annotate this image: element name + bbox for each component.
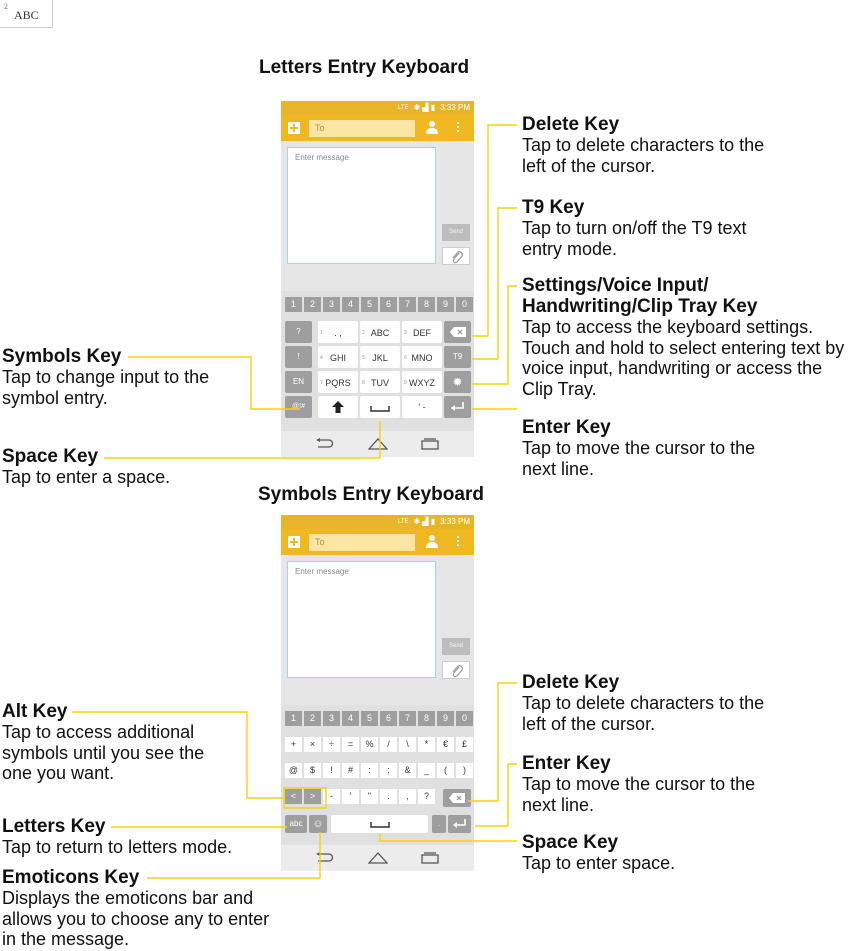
clock: 3:33 PM bbox=[440, 517, 470, 526]
number-key[interactable]: 4 bbox=[342, 297, 359, 312]
symbol-key[interactable]: £ bbox=[456, 737, 473, 752]
symbols-section-title: Symbols Entry Keyboard bbox=[258, 484, 484, 505]
leader-emoticons bbox=[147, 832, 320, 878]
alt-key-highlight bbox=[284, 788, 326, 808]
leader-symbols bbox=[128, 357, 300, 409]
callout-title: Symbols Key bbox=[2, 346, 122, 367]
symbol-key[interactable]: @ bbox=[285, 763, 302, 778]
number-key[interactable]: 5 bbox=[361, 711, 378, 726]
alt-arrow-key[interactable]: > bbox=[304, 789, 321, 804]
key-label: JKL bbox=[372, 353, 388, 363]
message-input[interactable]: Enter message bbox=[287, 561, 436, 678]
symbol-key[interactable]: # bbox=[342, 763, 359, 778]
key-label: DEF bbox=[413, 328, 431, 338]
t9-key[interactable]: T9 bbox=[444, 346, 471, 368]
callout-text: Tap to access additional symbols until you see the one you want. bbox=[2, 722, 205, 783]
callout-text: Tap to delete characters to the left of the cursor. bbox=[522, 135, 765, 176]
number-key[interactable]: 9 bbox=[437, 297, 454, 312]
symbol-key[interactable]: ÷ bbox=[323, 737, 340, 752]
alt-arrow-key[interactable]: < bbox=[285, 789, 302, 804]
number-key[interactable]: 7 bbox=[399, 711, 416, 726]
symbol-key[interactable]: $ bbox=[304, 763, 321, 778]
callout-text: Tap to turn on/off the T9 text entry mode. bbox=[522, 218, 747, 259]
callout-title: Enter Key bbox=[522, 753, 611, 774]
number-key[interactable]: 2 bbox=[304, 297, 321, 312]
callout-title: T9 Key bbox=[522, 197, 585, 218]
callout-text: Displays the emoticons bar and allows you to choose any to enter in the message. bbox=[2, 888, 270, 949]
key-sub: 1 bbox=[320, 330, 323, 336]
to-field[interactable]: To bbox=[309, 120, 415, 137]
key-number: 2 bbox=[4, 2, 8, 11]
symbol-key[interactable]: × bbox=[304, 737, 321, 752]
symbol-key[interactable]: / bbox=[380, 737, 397, 752]
to-field[interactable]: To bbox=[309, 534, 415, 551]
symbol-key[interactable]: , bbox=[399, 789, 416, 804]
key-label: ABC bbox=[370, 328, 390, 338]
callout-title: Space Key bbox=[2, 446, 99, 467]
callout-text: Tap to move the cursor to the next line. bbox=[522, 438, 756, 479]
number-key[interactable]: 6 bbox=[380, 711, 397, 726]
exclamation-key[interactable]: ! bbox=[285, 346, 312, 368]
callout-text: Tap to change input to the symbol entry. bbox=[2, 367, 210, 408]
number-key[interactable]: 5 bbox=[361, 297, 378, 312]
callout-title: Settings/Voice Input/ Handwriting/Clip Tray Key bbox=[522, 275, 758, 317]
key-sub: 2 bbox=[362, 330, 365, 336]
key-label: ABC bbox=[14, 8, 39, 22]
number-key[interactable]: 3 bbox=[323, 711, 340, 726]
callout-title: Alt Key bbox=[2, 701, 68, 722]
symbols-key[interactable]: @!# bbox=[285, 396, 312, 418]
leader-sym-space bbox=[380, 834, 517, 841]
signal-icon: ✱ ▟ ▮ bbox=[413, 103, 436, 112]
callout-title: Space Key bbox=[522, 832, 619, 853]
callout-text: Tap to enter space. bbox=[522, 853, 676, 873]
period-key[interactable]: . bbox=[432, 815, 446, 833]
callout-title: Emoticons Key bbox=[2, 867, 140, 888]
callout-text: Tap to delete characters to the left of the cursor. bbox=[522, 693, 765, 734]
callout-title: Letters Key bbox=[2, 816, 106, 837]
number-key[interactable]: 6 bbox=[380, 297, 397, 312]
symbol-key[interactable]: " bbox=[361, 789, 378, 804]
symbol-key[interactable]: \ bbox=[399, 737, 416, 752]
symbol-key[interactable]: = bbox=[342, 737, 359, 752]
key-label: PQRS bbox=[325, 378, 351, 388]
callout-text: Tap to return to letters mode. bbox=[2, 837, 233, 857]
number-key[interactable]: 0 bbox=[456, 711, 473, 726]
number-key[interactable]: 8 bbox=[418, 297, 435, 312]
leader-space bbox=[104, 421, 380, 458]
leader-sym-delete bbox=[468, 683, 517, 801]
symbol-key[interactable]: . bbox=[380, 789, 397, 804]
number-key[interactable]: 1 bbox=[285, 297, 302, 312]
send-button[interactable]: Send bbox=[442, 224, 470, 241]
callout-title: Enter Key bbox=[522, 417, 611, 438]
symbol-key[interactable]: + bbox=[285, 737, 302, 752]
key-label: . , bbox=[334, 328, 342, 338]
symbol-key[interactable]: - bbox=[323, 789, 340, 804]
signal-icon: ✱ ▟ ▮ bbox=[413, 517, 436, 526]
key-sub: 9 bbox=[404, 380, 407, 386]
number-key[interactable]: 3 bbox=[323, 297, 340, 312]
network-label: LTE bbox=[397, 518, 409, 525]
gear-icon: ✹ bbox=[452, 375, 463, 389]
number-key[interactable]: 4 bbox=[342, 711, 359, 726]
number-key[interactable]: 0 bbox=[456, 297, 473, 312]
key-sub: 6 bbox=[404, 355, 407, 361]
callout-text: Tap to access the keyboard settings. Touch and hold to select entering text by voice input, handwriting or access the Clip Tray. bbox=[522, 317, 845, 399]
number-key[interactable]: 1 bbox=[285, 711, 302, 726]
symbol-key[interactable]: % bbox=[361, 737, 378, 752]
symbol-key[interactable]: ( bbox=[437, 763, 454, 778]
number-key[interactable]: 7 bbox=[399, 297, 416, 312]
key-label: WXYZ bbox=[409, 378, 435, 388]
leader-delete bbox=[472, 125, 517, 336]
key-label: GHI bbox=[329, 353, 346, 363]
send-button[interactable]: Send bbox=[442, 638, 470, 655]
network-label: LTE bbox=[397, 104, 409, 111]
apostrophe-key[interactable]: ' - bbox=[402, 396, 442, 418]
symbol-key[interactable]: ? bbox=[418, 789, 435, 804]
leader-settings bbox=[472, 286, 517, 384]
symbol-key[interactable]: _ bbox=[418, 763, 435, 778]
clock: 3:33 PM bbox=[440, 103, 470, 112]
key-label: TUV bbox=[371, 378, 389, 388]
callout-title: Delete Key bbox=[522, 114, 620, 135]
smiley-icon: ☺ bbox=[312, 818, 324, 830]
symbol-key[interactable]: ! bbox=[323, 763, 340, 778]
letters-section-title: Letters Entry Keyboard bbox=[259, 57, 470, 78]
leader-alt bbox=[72, 712, 285, 798]
key-sub: 4 bbox=[320, 355, 323, 361]
question-key[interactable]: ? bbox=[285, 321, 312, 343]
symbol-key[interactable]: ) bbox=[456, 763, 473, 778]
key-sub: 5 bbox=[362, 355, 365, 361]
symbol-key[interactable]: ; bbox=[380, 763, 397, 778]
key-sub: 7 bbox=[320, 380, 323, 386]
number-key[interactable]: 2 bbox=[304, 711, 321, 726]
number-key[interactable]: 9 bbox=[437, 711, 454, 726]
callout-text: Tap to move the cursor to the next line. bbox=[522, 774, 756, 815]
callout-title: Delete Key bbox=[522, 672, 620, 693]
symbol-key[interactable]: : bbox=[361, 763, 378, 778]
symbol-key[interactable]: * bbox=[418, 737, 435, 752]
callout-text: Tap to enter a space. bbox=[2, 467, 171, 487]
key-sub: 8 bbox=[362, 380, 365, 386]
letters-key[interactable]: abc bbox=[285, 815, 307, 833]
symbol-key[interactable]: & bbox=[399, 763, 416, 778]
symbol-key[interactable]: € bbox=[437, 737, 454, 752]
language-key[interactable]: EN bbox=[285, 371, 312, 393]
symbol-key[interactable]: ' bbox=[342, 789, 359, 804]
message-input[interactable]: Enter message bbox=[287, 147, 436, 264]
number-key[interactable]: 8 bbox=[418, 711, 435, 726]
leader-sym-enter bbox=[475, 764, 517, 826]
key-sub: 3 bbox=[404, 330, 407, 336]
key-label: MNO bbox=[411, 353, 433, 363]
